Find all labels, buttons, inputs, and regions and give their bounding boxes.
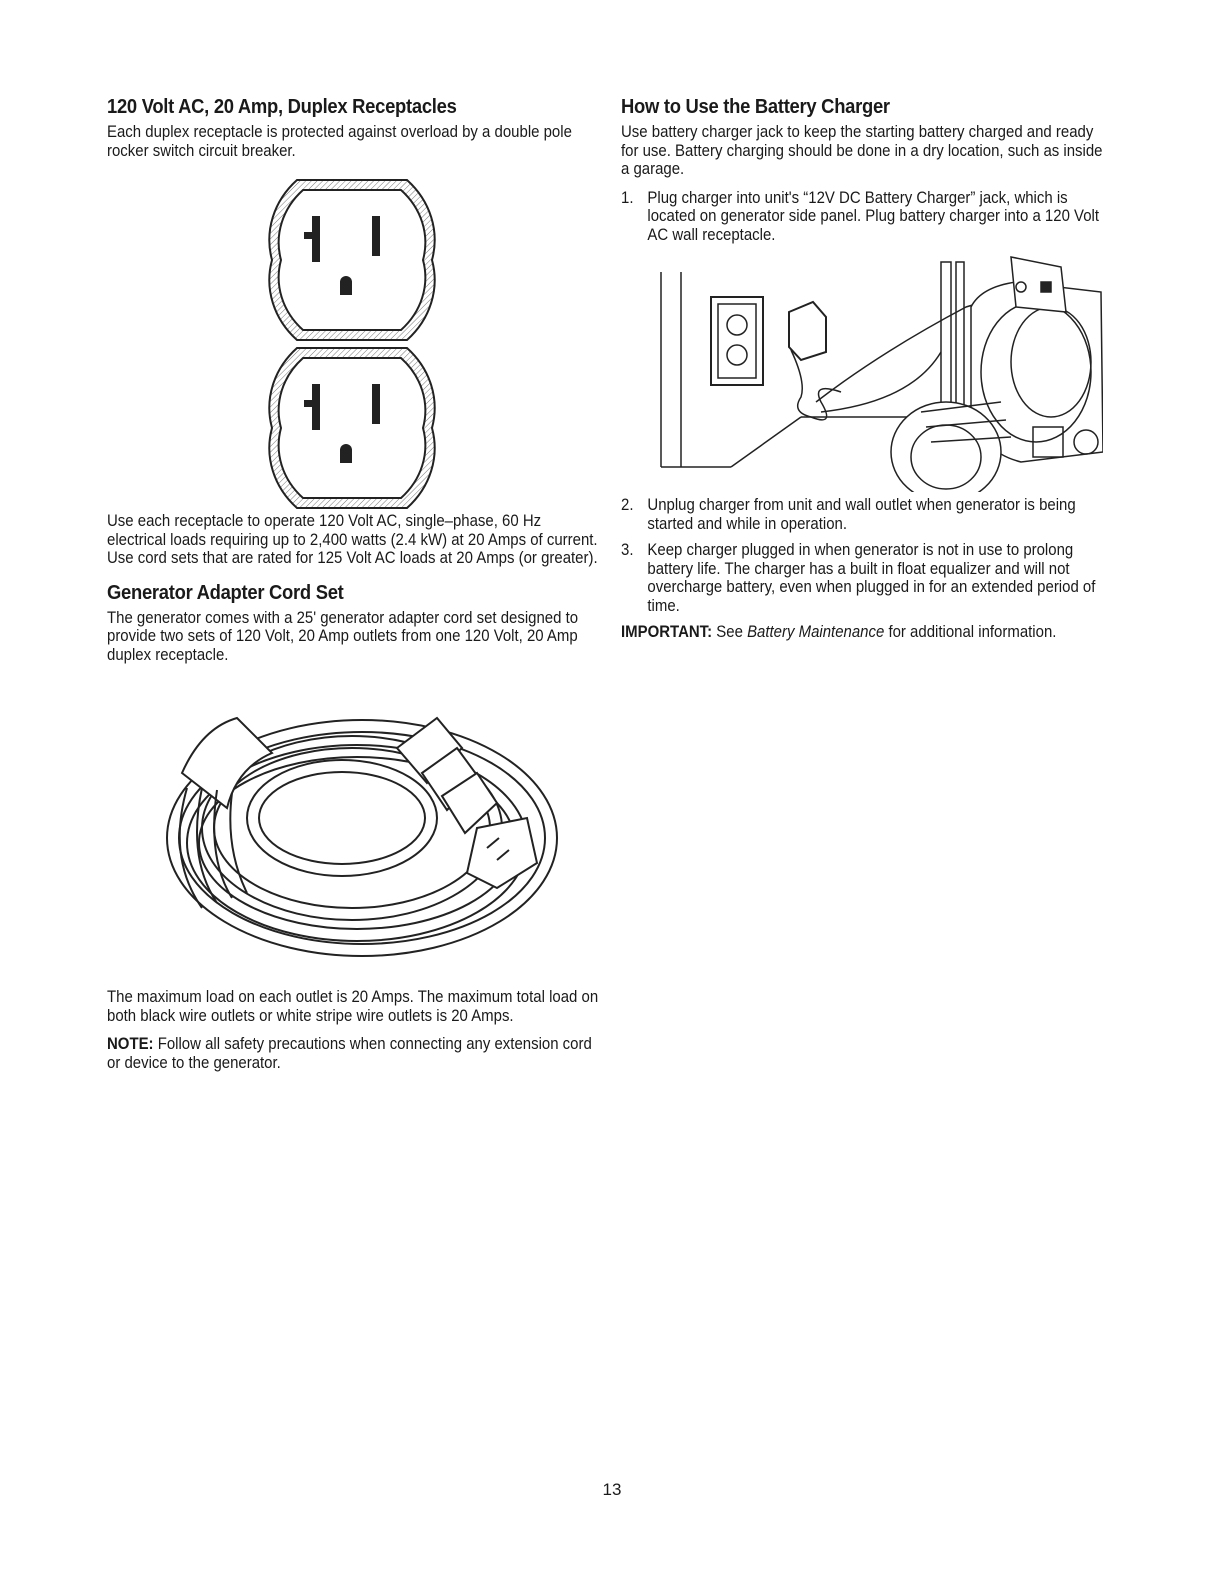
- list-item-step-2: [621, 496, 1103, 533]
- note-label: NOTE:: [107, 1034, 154, 1053]
- heading-adapter-cord-set: Generator Adapter Cord Set: [107, 581, 344, 604]
- outlet-lower-icon: [269, 348, 434, 508]
- para-adapter-cord: The generator comes with a 25' generator adapter cord set designed to provide two sets of 120 Volt, 20 Amp outlets from one 120 Volt, 20 Amp duplex receptacle.: [107, 607, 579, 664]
- heading-battery-charger: How to Use the Battery Charger: [621, 96, 890, 118]
- step-number: 2.: [621, 495, 634, 514]
- note-text: Follow all safety precautions when connecting any extension cord or device to the generator.: [107, 1034, 592, 1072]
- outlet-upper-icon: [269, 180, 434, 340]
- page-number: 13: [602, 1480, 622, 1499]
- left-column: [107, 96, 607, 1082]
- important-label: IMPORTANT:: [621, 622, 713, 641]
- step-text: Plug charger into unit's “12V DC Battery Charger” jack, which is located on generator side panel. Plug battery charger into a 120 Volt AC wall receptacle.: [647, 187, 1100, 244]
- list-item-step-3: [621, 541, 1103, 615]
- list-item-step-1: [621, 189, 1103, 245]
- step-text: Unplug charger from unit and wall outlet when generator is being started and while in operation.: [647, 495, 1076, 533]
- important-post: for additional information.: [884, 622, 1057, 641]
- important-note: [621, 623, 1103, 642]
- battery-maintenance-reference: Battery Maintenance: [747, 622, 885, 641]
- note-safety: [107, 1035, 600, 1072]
- para-max-load: The maximum load on each outlet is 20 Amps. The maximum total load on both black wire outlets or white stripe wire outlets is 20 Amps.: [107, 987, 599, 1025]
- step-text: Keep charger plugged in when generator is not in use to prolong battery life. The charger has a built in float equalizer and will not overcharge battery, even when plugged in for an extended period of time.: [647, 540, 1096, 615]
- para-battery-intro: Use battery charger jack to keep the starting battery charged and ready for use. Battery charging should be done in a dry location, such as inside a garage.: [621, 122, 1103, 178]
- para-overload: Each duplex receptacle is protected against overload by a double pole rocker switch circuit breaker.: [107, 122, 572, 160]
- para-receptacle-loads: Use each receptacle to operate 120 Volt AC, single–phase, 60 Hz electrical loads requiring up to 2,400 watts (2.4 kW) at 20 Amps of current. Use cord sets that are rated for 125 Volt AC loads at 20 Amps (or greater).: [107, 511, 598, 567]
- heading-duplex-receptacles: 120 Volt AC, 20 Amp, Duplex Receptacles: [107, 96, 457, 118]
- battery-charger-figure: [621, 252, 1103, 492]
- step-number: 3.: [621, 540, 634, 559]
- step-number: 1.: [621, 187, 634, 207]
- right-column: [621, 96, 1103, 652]
- important-pre: See: [712, 622, 748, 641]
- adapter-cord-set-figure: [107, 678, 607, 978]
- duplex-receptacle-figure: [107, 170, 607, 510]
